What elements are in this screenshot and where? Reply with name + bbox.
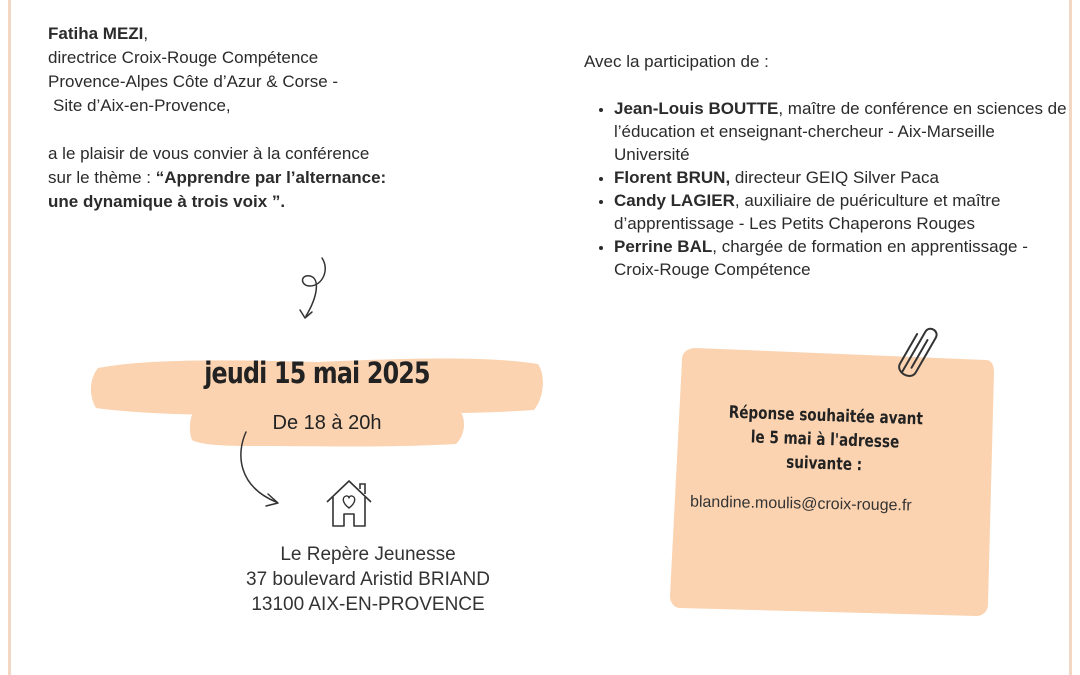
list-item [614,166,1074,189]
venue-city: 13100 AIX-EN-PROVENCE [251,594,485,615]
participant-role: , auxiliaire de puériculture et maître d’apprentissage - Les Petits Chaperons Rouges [614,191,1001,233]
house-heart-icon [322,476,376,530]
paperclip-icon [892,318,948,388]
reply-line1: Réponse souhaitée avant [728,402,924,430]
participant-name: Florent BRUN, [614,168,731,187]
event-date: jeudi 15 mai 2025 [204,356,430,390]
participants-list [588,97,1074,281]
host-title-line1: directrice Croix-Rouge Compétence [48,48,319,67]
participant-role: directeur GEIQ Silver Paca [730,168,939,187]
theme-line2: une dynamique à trois voix ”. [48,192,286,211]
participant-name: Perrine BAL [614,237,713,256]
reply-line3: suivante : [785,452,863,476]
curved-arrow-icon [232,430,292,510]
reply-email: blandine.moulis@croix-rouge.fr [689,493,912,515]
list-item [614,97,1074,166]
list-item [614,189,1074,235]
venue-street: 37 boulevard Aristid BRIAND [246,569,490,590]
list-item [614,235,1074,281]
intro-block: Fatiha MEZI, directrice Croix-Rouge Compétence Provence-Alpes Côte d’Azur & Corse - Site d’Aix-en-Provence, a le plaisir de vous convier à la conférence sur le thème : “Apprendre par l’alternance: une dynamique à trois voix ”. [48,22,468,214]
participant-role: , maître de conférence en sciences de l’éducation et enseignant-chercheur - Aix-Marseille Université [614,99,1067,164]
host-name: Fatiha MEZI [48,24,144,43]
host-site: Site d’Aix-en-Provence, [53,96,231,115]
reply-line2: le 5 mai à l'adresse [750,427,900,453]
swirl-arrow-icon [292,256,340,326]
venue-address [218,542,518,617]
invitation-line1: a le plaisir de vous convier à la conférence [48,144,370,163]
host-title-line2: Provence-Alpes Côte d’Azur & Corse - [48,72,339,91]
reply-message [724,401,926,480]
participant-name: Candy LAGIER [614,191,735,210]
left-border [8,0,11,675]
venue-name: Le Repère Jeunesse [280,544,456,565]
invitation-prefix: sur le thème : [48,168,156,187]
participant-role: , chargée de formation en apprentissage - Croix-Rouge Compétence [614,237,1028,279]
event-time: De 18 à 20h [272,412,382,434]
participants-title: Avec la participation de : [584,52,769,71]
theme-line1: “Apprendre par l’alternance: [155,168,387,187]
participant-name: Jean-Louis BOUTTE [614,99,779,118]
